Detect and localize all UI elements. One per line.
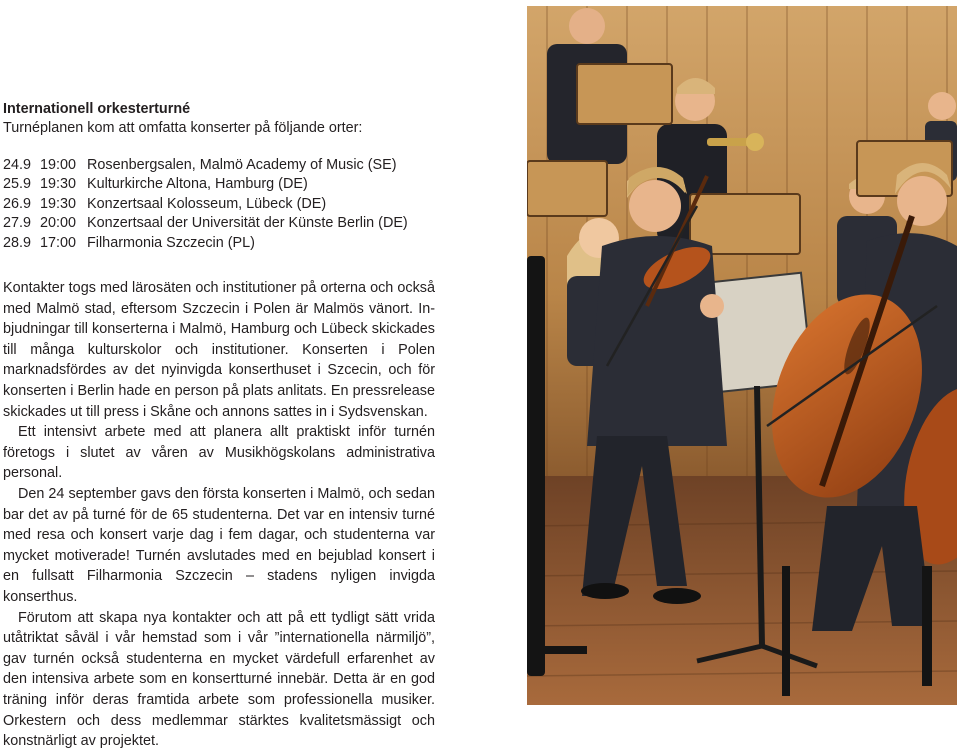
article-body [3,278,435,752]
schedule-venue: Konzertsaal der Universität der Künste Berlin (DE) [87,215,408,232]
article-subheading: Turnéplanen kom att omfatta konserter på följande orter: [3,120,363,136]
schedule-time: 20:00 [40,215,77,232]
schedule-venue: Rosenbergsalen, Malmö Academy of Music (SE) [87,157,397,173]
schedule-date: 25.9 [3,176,32,193]
schedule-date: 27.9 [3,215,32,232]
orchestra-photo [527,6,957,705]
article-text-column [3,100,435,752]
schedule-venue: Filharmonia Szczecin (PL) [87,234,255,251]
schedule-time: 19:30 [40,176,77,193]
schedule-item [3,214,435,233]
tour-schedule-list [3,156,435,253]
schedule-time: 19:30 [40,195,77,212]
schedule-item [3,175,435,194]
schedule-venue: Kulturkirche Altona, Hamburg (DE) [87,176,308,193]
schedule-time: 17:00 [40,234,77,251]
orchestra-photo-illustration [527,6,957,705]
schedule-date: 24.9 [3,157,32,173]
schedule-time: 19:00 [40,157,77,173]
schedule-venue: Konzertsaal Kolosseum, Lübeck (DE) [87,195,327,212]
article-heading: Internationell orkesterturné [3,101,191,117]
schedule-item [3,195,435,214]
schedule-date: 28.9 [3,234,32,251]
body-paragraph: Den 24 september gavs den första konserten i Malmö, och sedan bar det av på turné för de 65 studenterna. Det var en intensiv turné med resa och konsert varje dag i fem dagar, och studenterna var mycket motiverade! Turnén avslutades med en bejublad konsert i en fullsatt Filharmonia Szczecin – stadens nyligen invigda konserthus. [3,485,435,605]
schedule-item [3,234,435,253]
body-paragraph: Ett intensivt arbete med att planera allt praktiskt inför turnén företogs i slutet av våren av Musikhögskolans administrativa personal. [3,424,435,482]
body-paragraph: Kontakter togs med lärosäten och institutioner på orterna och också med Malmö stad, eftersom Szczecin i Polen är Malmös vänort. Inbjudningar till konserterna i Malmö, Hamburg och Lübeck skickades till många kulturskolor och institutioner. Konserten i Polen marknadsfördes av det nyinvigda konserthuset i Szcecin, och för konserten i Berlin hade en person på plats anlitats. En pressrelease skickades ut till press i Skåne och annons sattes in i Sydsvenskan. [3,280,435,420]
schedule-date: 26.9 [3,195,32,212]
body-paragraph: Förutom att skapa nya kontakter och att på ett tydligt sätt vrida utåtriktat såväl i vår hemstad som i vår ”internationella närmiljö”, gav turnén också studenterna en mycket värdefull erfarenhet av den intensiva arbete som en konsertturné innebär. Detta är en god träning inför deras framtida arbete som professionella musiker. Orkestern och dess medlemmar stärktes kvalitetsmässigt och konstnärligt av projektet. [3,609,435,750]
schedule-item [3,156,435,175]
